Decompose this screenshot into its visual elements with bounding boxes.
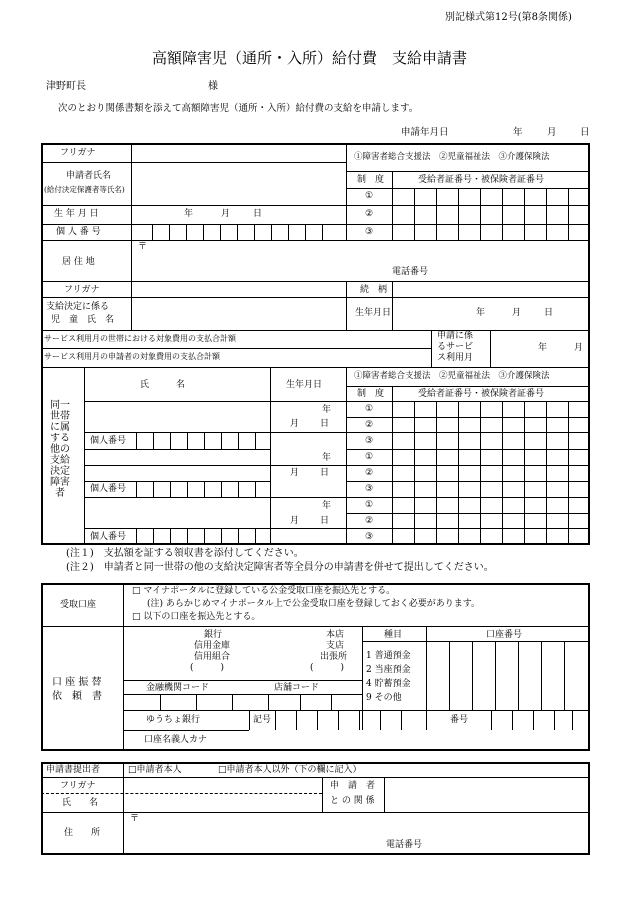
applicant-postal-mark: 〒 — [138, 242, 148, 252]
applicant-law-header: ①障害者総合支援法 ②児童福祉法 ③介護保険法 — [354, 152, 550, 162]
submitter-label: 申請書提出者 — [46, 765, 101, 775]
applicant-furigana-label: フリガナ — [60, 148, 96, 158]
receive-option-mynaportal[interactable]: □ マイナポータルに登録している公金受取口座を振込先とする。 — [132, 586, 396, 596]
transfer-label-2: 依 頼 書 — [52, 691, 102, 702]
submitter-name-field[interactable] — [124, 778, 321, 811]
member2-birth-year: 年 — [322, 453, 332, 463]
child-name-label-2: 児 童 氏 名 — [51, 315, 115, 325]
application-date-day: 日 — [580, 127, 590, 138]
member2-birth-day: 日 — [320, 468, 330, 478]
member3-circle-1: ① — [365, 500, 374, 510]
applicant-birth-month: 月 — [221, 209, 231, 219]
yucho-symbol-label: 記号 — [253, 715, 272, 725]
child-birth-year: 年 — [476, 308, 486, 318]
intro-text: 次のとおり関係書類を添えて高額障害児（通所・入所）給付費の支給を申請します。 — [58, 103, 419, 114]
application-date-year: 年 — [513, 127, 523, 138]
child-name-field[interactable] — [132, 298, 345, 329]
account-kind-4[interactable]: 4 貯蓄預金 — [366, 679, 411, 689]
submitter-option-self[interactable]: □申請者本人 — [128, 765, 182, 775]
branch-type-branch: 支店 — [326, 641, 345, 651]
applicant-circle-1: ① — [365, 191, 374, 201]
member2-personal-no-label: 個人番号 — [90, 484, 127, 494]
household-cert-label: 受給者証番号・被保険者証番号 — [418, 389, 545, 399]
applicant-address-label: 居 住 地 — [62, 257, 95, 267]
child-birth-label: 生年月日 — [355, 308, 392, 318]
member3-birth-year: 年 — [322, 501, 332, 511]
branch-code-label: 店舗コード — [274, 683, 320, 693]
submitter-furigana-label: フリガナ — [60, 781, 96, 791]
expense-applicant-label: サービス利用月の申請者の対象費用の支払合計額 — [44, 352, 220, 361]
account-holder-kana-field[interactable] — [250, 731, 588, 749]
applicant-birth-year: 年 — [184, 209, 194, 219]
bank-type-shinkin: 信用金庫 — [194, 641, 231, 651]
account-kind-1[interactable]: 1 普通預金 — [366, 651, 411, 661]
bank-code-label: 金融機関コード — [146, 683, 210, 693]
member2-circle-3: ③ — [365, 484, 374, 494]
submitter-address-field[interactable] — [124, 813, 588, 853]
submitter-name-label: 氏 名 — [62, 798, 99, 808]
branch-type-other: ( ) — [310, 663, 345, 673]
child-furigana-label: フリガナ — [64, 285, 100, 295]
applicant-cert-label: 受給者証番号・被保険者証番号 — [418, 175, 545, 185]
transfer-label-1: 口 座 振 替 — [52, 677, 102, 688]
bank-type-bank: 銀行 — [204, 630, 223, 640]
addressee-honorific: 様 — [208, 81, 218, 92]
child-name-label-1: 支給決定に係る — [46, 302, 110, 312]
household-side-label: 同一世帯に属する他の支給決定障害者 — [50, 400, 70, 499]
household-system-label: 制 度 — [357, 389, 385, 399]
applicant-personal-no-label: 個 人 番 号 — [56, 227, 101, 237]
form-number: 別記様式第12号(第8条関係) — [445, 12, 572, 23]
submitter-option-other[interactable]: □申請者本人以外（下の欄に記入） — [218, 765, 362, 775]
addressee-town: 津野町長 — [46, 81, 86, 92]
service-month-year: 年 — [538, 343, 548, 353]
submitter-relation-field[interactable] — [385, 778, 588, 811]
bank-type-other: ( ) — [190, 663, 225, 673]
applicant-circle-3: ③ — [365, 227, 374, 237]
service-month-label-2: るサービ — [437, 342, 474, 352]
submitter-relation-label-1: 申 請 者 — [330, 781, 376, 791]
member3-birth-month: 月 — [290, 516, 300, 526]
member3-circle-2: ② — [365, 516, 374, 526]
application-date-label: 申請年月日 — [401, 127, 449, 138]
member1-circle-3: ③ — [365, 436, 374, 446]
applicant-name-field[interactable] — [132, 163, 345, 204]
applicant-name-label: 申請者氏名 — [66, 171, 112, 181]
page-title: 高額障害児（通所・入所）給付費 支給申請書 — [152, 49, 468, 67]
household-name-col: 氏 名 — [140, 380, 186, 390]
receive-account-label: 受取口座 — [60, 600, 97, 610]
bank-type-kumiai: 信用組合 — [194, 652, 231, 662]
applicant-birth-day: 日 — [253, 209, 263, 219]
member1-birth-month: 月 — [290, 419, 300, 429]
submitter-relation-label-2: と の 関 係 — [330, 796, 375, 806]
member3-circle-3: ③ — [365, 532, 374, 542]
member1-birth-year: 年 — [322, 405, 332, 415]
branch-type-office: 出張所 — [320, 652, 348, 662]
service-month-label-1: 申請に係 — [437, 331, 474, 341]
member1-circle-1: ① — [365, 404, 374, 414]
service-month-label-3: ス利用月 — [437, 353, 474, 363]
service-month-month: 月 — [574, 343, 584, 353]
submitter-phone-label: 電話番号 — [386, 840, 423, 850]
applicant-circle-2: ② — [365, 209, 374, 219]
child-birth-day: 日 — [544, 308, 554, 318]
branch-type-main: 本店 — [326, 630, 345, 640]
member1-circle-2: ② — [365, 420, 374, 430]
member2-circle-2: ② — [365, 468, 374, 478]
receive-option-note: (注) あらかじめマイナポータル上で公金受取口座を登録しておく必要があります。 — [147, 599, 480, 609]
account-number-label: 口座番号 — [486, 630, 523, 640]
submitter-address-label: 住 所 — [64, 828, 101, 838]
applicant-system-label: 制 度 — [357, 175, 385, 185]
application-date-month: 月 — [547, 127, 557, 138]
member2-birth-month: 月 — [290, 468, 300, 478]
applicant-phone-label: 電話番号 — [392, 267, 429, 277]
member2-circle-1: ① — [365, 452, 374, 462]
member1-birth-day: 日 — [320, 419, 330, 429]
applicant-furigana-field[interactable] — [132, 144, 345, 161]
account-kind-label: 種目 — [384, 630, 403, 640]
applicant-birth-label: 生 年 月 日 — [54, 209, 99, 219]
applicant-name-sublabel: (給付決定保護者等氏名) — [44, 185, 125, 194]
yucho-number-label: 番号 — [450, 715, 469, 725]
account-holder-kana-label: 口座名義人カナ — [144, 735, 208, 745]
submitter-postal-mark: 〒 — [130, 814, 140, 824]
yucho-label: ゆうちょ銀行 — [146, 715, 201, 725]
note-2: (注２) 申請者と同一世帯の他の支給決定障害者等全員分の申請書を併せて提出してください。 — [66, 562, 494, 573]
expense-household-label: サービス利用月の世帯における対象費用の支払合計額 — [44, 334, 236, 343]
receive-option-below[interactable]: □ 以下の口座を振込先とする。 — [132, 612, 261, 622]
member3-birth-day: 日 — [320, 516, 330, 526]
applicant-address-field[interactable] — [132, 242, 588, 280]
household-birth-col: 生年月日 — [286, 380, 323, 390]
note-1: (注１) 支払額を証する領収書を添付してください。 — [66, 548, 304, 559]
household-law-header: ①障害者総合支援法 ②児童福祉法 ③介護保険法 — [354, 371, 550, 381]
member3-personal-no-label: 個人番号 — [90, 532, 127, 542]
account-kind-9[interactable]: 9 その他 — [366, 693, 402, 703]
child-relation-label: 続 柄 — [360, 285, 388, 295]
child-birth-month: 月 — [512, 308, 522, 318]
account-kind-2[interactable]: 2 当座預金 — [366, 665, 411, 675]
member1-personal-no-label: 個人番号 — [90, 436, 127, 446]
